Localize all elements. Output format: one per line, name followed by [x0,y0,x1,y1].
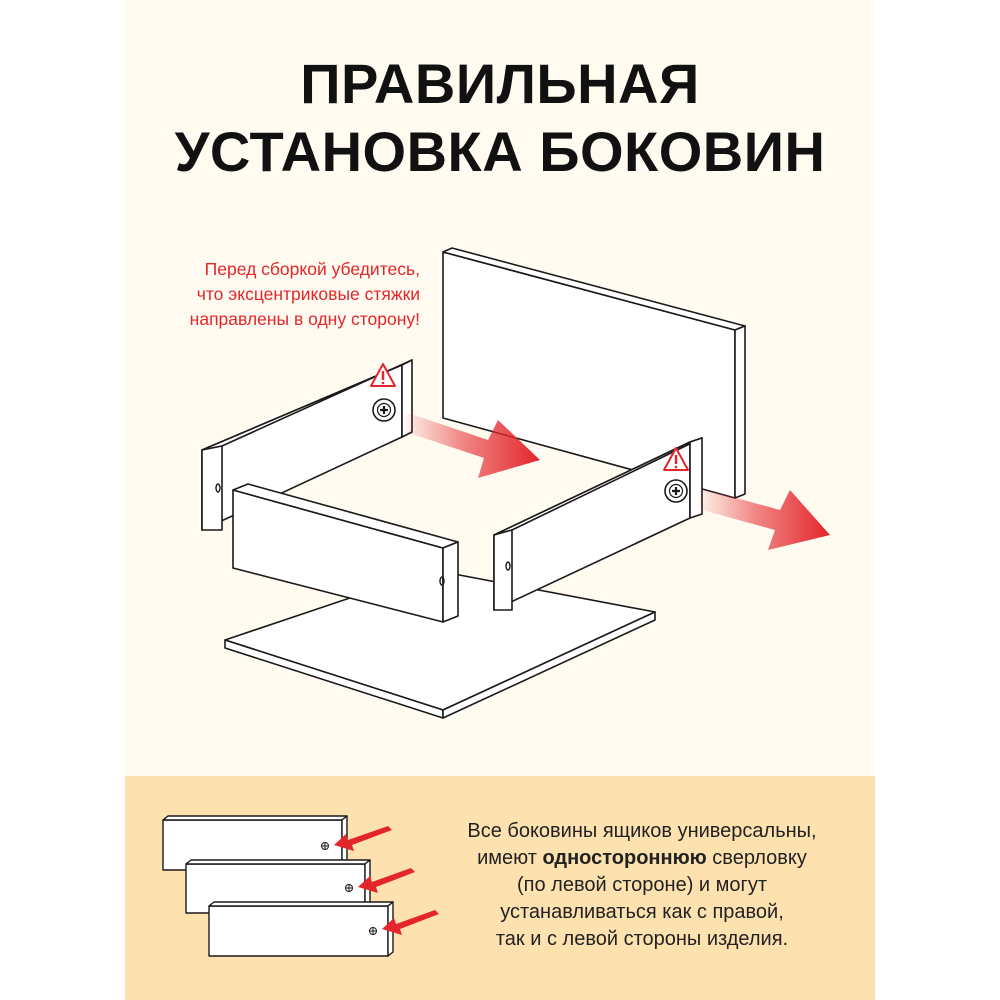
warning-line-3: направлены в одну сторону! [189,309,420,329]
info-text [432,818,852,953]
info-line-2-end: сверловку [706,847,807,869]
drill-hole-icon [346,885,353,892]
info-line-3: (по левой стороне) и могут [517,874,767,896]
info-line-4: устанавливаться как с правой, [500,901,784,923]
info-line-2-start: имеют [477,847,543,869]
drill-hole-icon [370,928,377,935]
side-board-3 [209,902,393,956]
title-line-2: УСТАНОВКА БОКОВИН [174,120,826,183]
info-line-5: так и с левой стороны изделия. [495,928,789,950]
warning-line-2: что эксцентриковые стяжки [196,284,420,304]
title-line-1: ПРАВИЛЬНАЯ [300,52,700,115]
drill-hole-icon [322,843,329,850]
warning-line-1: Перед сборкой убедитесь, [204,259,420,279]
info-line-1: Все боковины ящиков универсальны, [467,820,817,842]
info-line-2 [432,845,852,872]
info-line-2-bold: одностороннюю [542,847,707,869]
